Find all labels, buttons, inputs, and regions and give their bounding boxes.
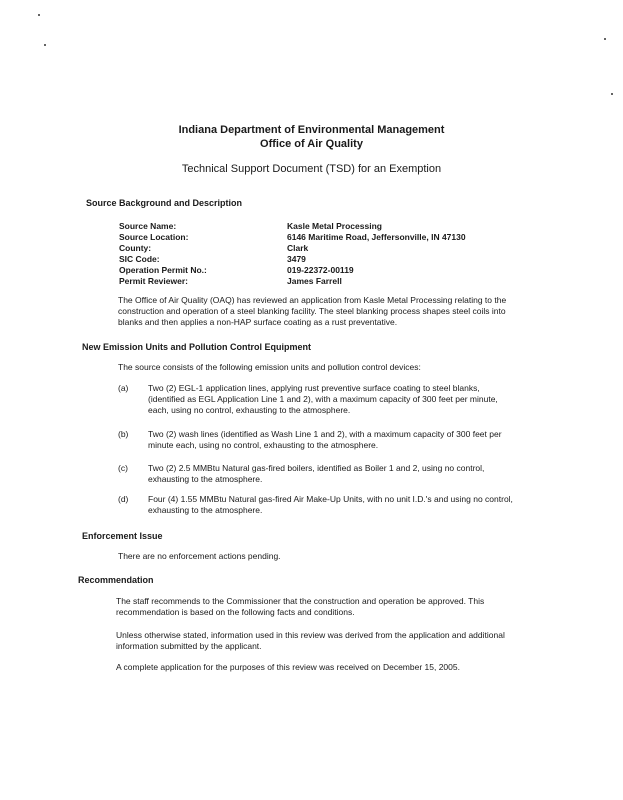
item-text: Four (4) 1.55 MMBtu Natural gas-fired Air Make-Up Units, with no unit I.D.'s and using no control, exhausting to the atmosphere. — [148, 494, 513, 515]
enforcement-text: There are no enforcement actions pending. — [118, 551, 281, 561]
agency-title: Indiana Department of Environmental Management — [178, 124, 445, 136]
field-value: 019-22372-00119 — [287, 265, 354, 275]
recommendation-paragraph-2: Unless otherwise stated, information used in this review was derived from the application and additional information submitted by the applicant. — [116, 630, 505, 651]
field-label: Source Name: — [119, 221, 177, 231]
scan-speck — [38, 14, 40, 16]
section-heading-enforcement: Enforcement Issue — [82, 531, 163, 541]
field-value: 3479 — [287, 254, 306, 264]
item-text: Two (2) 2.5 MMBtu Natural gas-fired boilers, identified as Boiler 1 and 2, using no control, exhausting to the atmosphere. — [148, 463, 485, 484]
section-heading-new-units: New Emission Units and Pollution Control Equipment — [82, 342, 312, 352]
field-value: James Farrell — [287, 276, 342, 286]
document-title: Technical Support Document (TSD) for an Exemption — [181, 163, 442, 175]
item-marker: (c) — [118, 463, 128, 473]
field-label: County: — [119, 243, 152, 253]
field-value: Kasle Metal Processing — [287, 221, 382, 231]
recommendation-paragraph-3: A complete application for the purposes of this review was received on December 15, 2005. — [116, 662, 460, 672]
scan-speck — [44, 44, 46, 46]
recommendation-paragraph-1: The staff recommends to the Commissioner that the construction and operation be approved. This recommendation is based on the following facts and conditions. — [116, 596, 485, 617]
field-label: SIC Code: — [119, 254, 160, 264]
item-text: Two (2) EGL-1 application lines, applying rust preventive surface coating to steel blanks, (identified as EGL Application Line 1 and 2), with a maximum capacity of 300 feet per minute, each, using no control, exhausting to the atmosphere. — [148, 383, 498, 415]
item-marker: (b) — [118, 429, 129, 439]
units-intro: The source consists of the following emission units and pollution control devices: — [118, 362, 421, 372]
field-value: 6146 Maritime Road, Jeffersonville, IN 47130 — [287, 232, 466, 242]
field-value: Clark — [287, 243, 309, 253]
office-title: Office of Air Quality — [260, 138, 363, 150]
scan-speck — [611, 93, 613, 95]
background-paragraph: The Office of Air Quality (OAQ) has reviewed an application from Kasle Metal Processing relating to the construction and operation of a steel blanking facility. The steel blanking process shapes steel coils into blanks and then applies a non-HAP surface coating as a rust preventative. — [118, 295, 507, 327]
field-label: Operation Permit No.: — [119, 265, 207, 275]
section-heading-source-background: Source Background and Description — [86, 198, 243, 208]
section-heading-recommendation: Recommendation — [78, 575, 154, 585]
item-marker: (d) — [118, 494, 129, 504]
item-text: Two (2) wash lines (identified as Wash Line 1 and 2), with a maximum capacity of 300 feet per minute each, using no control, exhausting to the atmosphere. — [148, 429, 502, 450]
scan-speck — [604, 38, 606, 40]
item-marker: (a) — [118, 383, 129, 393]
field-label: Permit Reviewer: — [119, 276, 188, 286]
field-label: Source Location: — [119, 232, 189, 242]
